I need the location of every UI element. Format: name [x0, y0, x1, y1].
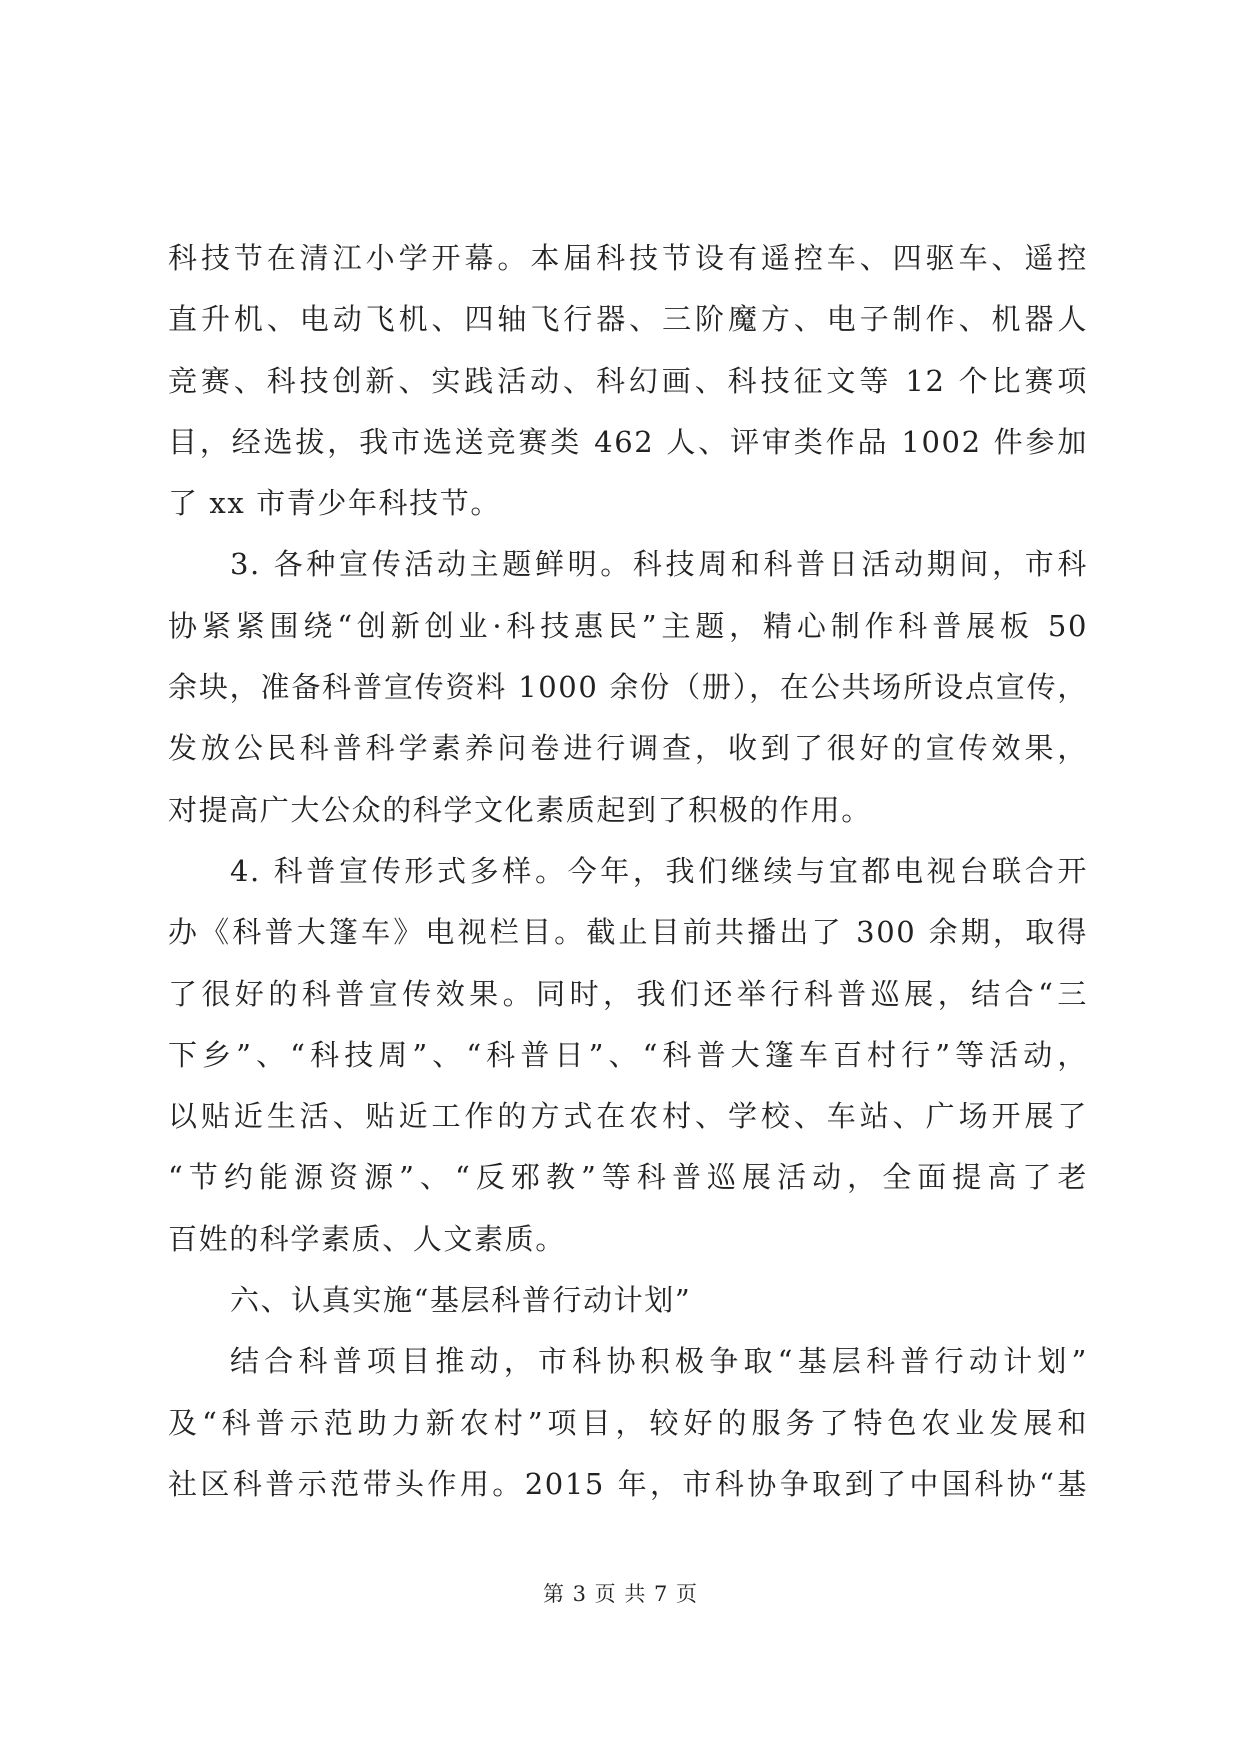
text-line: 3. 各种宣传活动主题鲜明。科技周和科普日活动期间，市科	[230, 547, 1088, 582]
text-line: 了很好的科普宣传效果。同时，我们还举行科普巡展，结合“三	[168, 976, 1088, 1011]
text-line: 以贴近生活、贴近工作的方式在农村、学校、车站、广场开展了	[168, 1099, 1088, 1134]
text-line: 协紧紧围绕“创新创业·科技惠民”主题，精心制作科普展板 50	[168, 608, 1088, 643]
text-line: 直升机、电动飞机、四轴飞行器、三阶魔方、电子制作、机器人	[168, 302, 1088, 337]
text-line: 结合科普项目推动，市科协积极争取“基层科普行动计划”	[230, 1344, 1088, 1379]
text-line: 办《科普大篷车》电视栏目。截止目前共播出了 300 余期，取得	[168, 915, 1088, 950]
text-line: 及“科普示范助力新农村”项目，较好的服务了特色农业发展和	[168, 1405, 1088, 1440]
text-line: 对提高广大公众的科学文化素质起到了积极的作用。	[168, 792, 872, 827]
text-line: 下乡”、“科技周”、“科普日”、“科普大篷车百村行”等活动，	[168, 1037, 1088, 1072]
document-body	[168, 228, 1088, 1515]
text-line: 目，经选拔，我市选送竞赛类 462 人、评审类作品 1002 件参加	[168, 424, 1088, 459]
text-line: 社区科普示范带头作用。2015 年，市科协争取到了中国科协“基	[168, 1466, 1088, 1501]
text-line: 了 xx 市青少年科技节。	[168, 486, 501, 521]
text-line: 4. 科普宣传形式多样。今年，我们继续与宜都电视台联合开	[230, 853, 1088, 888]
text-line: 竞赛、科技创新、实践活动、科幻画、科技征文等 12 个比赛项	[168, 363, 1088, 398]
text-line: 发放公民科普科学素养问卷进行调查，收到了很好的宣传效果，	[168, 731, 1088, 766]
text-line: 科技节在清江小学开幕。本届科技节设有遥控车、四驱车、遥控	[168, 241, 1088, 275]
text-line: “节约能源资源”、“反邪教”等科普巡展活动，全面提高了老	[168, 1160, 1088, 1195]
page-number-footer: 第 3 页 共 7 页	[542, 1582, 699, 1606]
text-line: 余块，准备科普宣传资料 1000 余份（册），在公共场所设点宣传，	[168, 670, 1088, 705]
text-line: 百姓的科学素质、人文素质。	[168, 1221, 566, 1256]
section-heading: 六、认真实施“基层科普行动计划”	[230, 1283, 692, 1318]
